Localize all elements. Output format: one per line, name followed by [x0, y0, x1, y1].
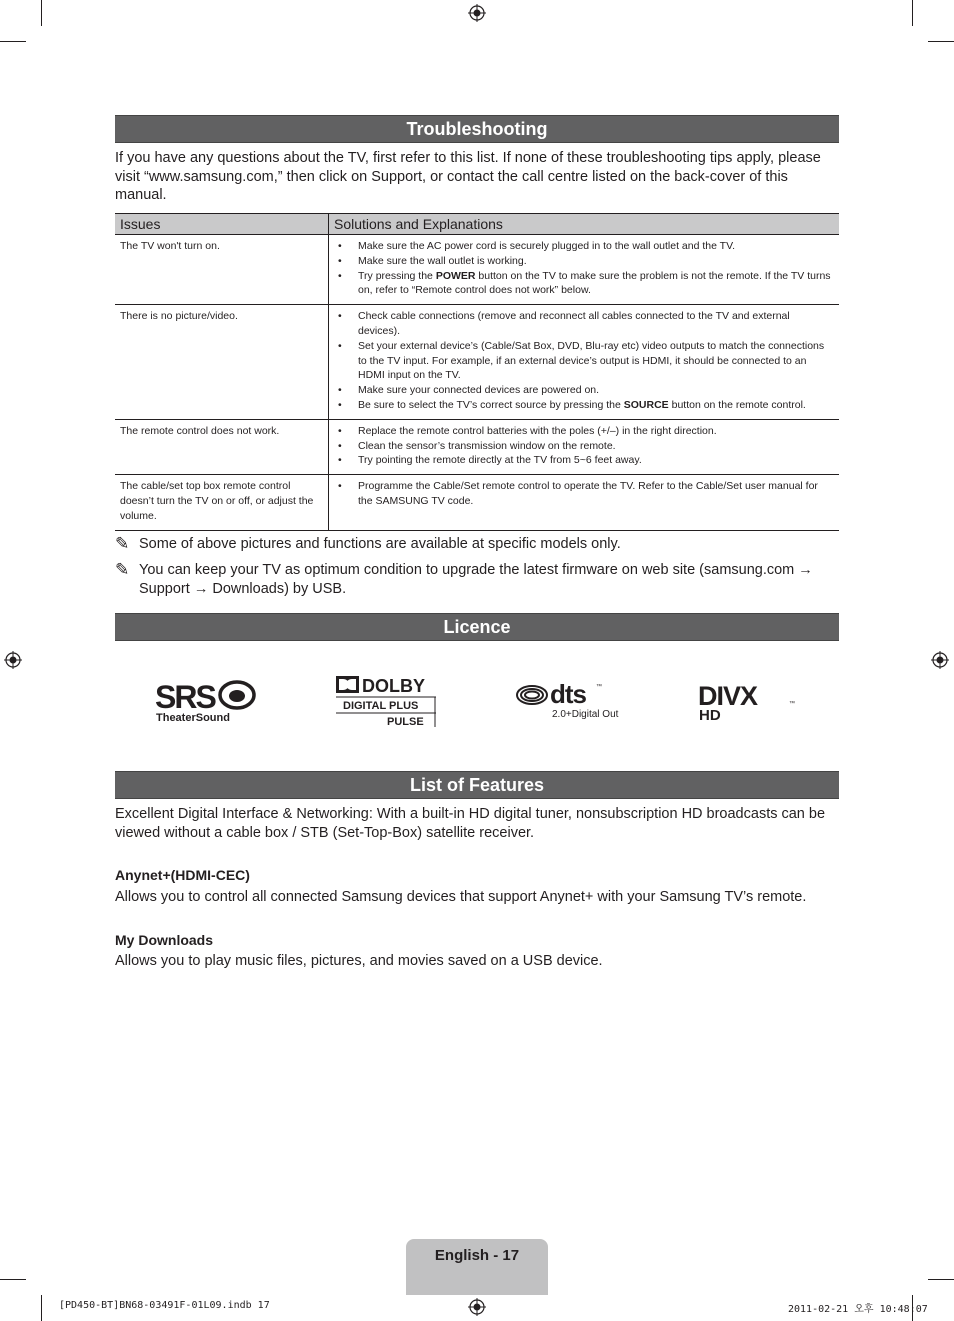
- divx-logo-text: DIVX: [698, 681, 758, 711]
- solution-item: • Check cable connections (remove and reconnect all cables connected to the TV and external devices).: [358, 309, 834, 339]
- solution-cell: [329, 475, 840, 530]
- crop-mark: [0, 41, 26, 42]
- table-row: [115, 235, 839, 305]
- crop-mark: [912, 0, 913, 26]
- note-text: Some of above pictures and functions are available at specific models only.: [139, 536, 621, 552]
- solution-cell: [329, 305, 840, 420]
- divx-logo-sub: HD: [699, 707, 721, 723]
- solution-item: • Make sure the wall outlet is working.: [358, 254, 834, 269]
- note-text: You can keep your TV as optimum condition to upgrade the latest firmware on web site (samsung.com → Support → Downloads) by USB.: [139, 562, 813, 597]
- table-row: [115, 419, 839, 474]
- divx-logo-tm: ™: [789, 701, 795, 707]
- crop-mark: [928, 41, 954, 42]
- troubleshooting-title: Troubleshooting: [115, 115, 839, 143]
- solution-item: • Replace the remote control batteries with the poles (+/–) in the right direction.: [358, 424, 834, 439]
- imprint-timestamp: 2011-02-21 오후 10:48:07: [788, 1304, 928, 1315]
- solution-item: • Set your external device’s (Cable/Sat Box, DVD, Blu-ray etc) video outputs to match the connections to the TV input. For example, if an external device’s output is HDMI, it should be connected to an HDMI input on the TV.: [358, 339, 834, 383]
- licence-title: Licence: [115, 613, 839, 641]
- solution-item: • Try pointing the remote directly at the TV from 5~6 feet away.: [358, 453, 834, 468]
- solution-item: • Make sure the AC power cord is securely plugged in to the wall outlet and the TV.: [358, 239, 834, 254]
- feature-heading-my-downloads: My Downloads: [115, 932, 214, 948]
- solution-cell: [329, 235, 840, 305]
- feature-text-anynet: Allows you to control all connected Samsung devices that support Anynet+ with your Samsung TV’s remote.: [115, 889, 807, 905]
- solution-text: Try pressing the: [358, 269, 436, 282]
- pencil-note-icon: ✎: [115, 534, 130, 553]
- registration-mark-icon: [4, 651, 22, 669]
- pencil-note-icon: ✎: [115, 560, 130, 579]
- page-number-badge: English - 17: [406, 1239, 548, 1295]
- srs-logo-sub: TheaterSound: [156, 712, 230, 724]
- solution-item: • Programme the Cable/Set remote control to operate the TV. Refer to the Cable/Set user manual for the SAMSUNG TV code.: [358, 479, 834, 509]
- solution-item: • Clean the sensor’s transmission window on the remote.: [358, 439, 834, 454]
- solution-item: • Make sure your connected devices are powered on.: [358, 383, 834, 398]
- crop-mark: [41, 1295, 42, 1321]
- feature-text-my-downloads: Allows you to play music files, pictures, and movies saved on a USB device.: [115, 953, 603, 969]
- feature-heading-anynet: Anynet+(HDMI-CEC): [115, 867, 250, 883]
- table-row: [115, 305, 839, 420]
- issue-cell: The cable/set top box remote control doesn’t turn the TV on or off, or adjust the volume.: [115, 475, 329, 530]
- registration-mark-icon: [931, 651, 949, 669]
- solution-cell: [329, 419, 840, 474]
- dts-logo-tm: ™: [596, 684, 602, 690]
- solution-text: button on the remote control.: [668, 398, 806, 411]
- srs-logo-text: SRS: [155, 679, 215, 715]
- solution-list: [334, 424, 834, 468]
- divx-logo-icon: [698, 681, 798, 723]
- crop-mark: [41, 0, 42, 26]
- dolby-logo-line2: PULSE: [387, 716, 424, 728]
- divx-hd-logo: [698, 681, 798, 723]
- table-header-row: [115, 214, 839, 235]
- solution-item: [358, 269, 834, 299]
- dts-digital-out-logo: [516, 680, 620, 722]
- dts-logo-text: dts: [550, 680, 586, 709]
- dolby-logo-text: DOLBY: [362, 676, 425, 696]
- solution-list: [334, 309, 834, 413]
- solution-list: [334, 239, 834, 298]
- troubleshooting-intro: If you have any questions about the TV, first refer to this list. If none of these troubleshooting tips apply, please visit “www.samsung.com,” then click on Support, or contact the call centre listed on the back-cover of this manual.: [115, 150, 821, 203]
- column-header-solutions: Solutions and Explanations: [329, 214, 840, 235]
- troubleshooting-table: [115, 213, 839, 531]
- crop-mark: [0, 1279, 26, 1280]
- note-item: [115, 561, 839, 598]
- issue-cell: The remote control does not work.: [115, 419, 329, 474]
- table-row: [115, 475, 839, 530]
- imprint-filename: [PD450-BT]BN68-03491F-01L09.indb 17: [59, 1300, 270, 1311]
- features-title: List of Features: [115, 771, 839, 799]
- solution-text: button on the TV to make sure the problem is not the remote. If the TV turns on, refer to “Remote control does not work” below.: [358, 269, 831, 297]
- srs-logo-icon: [155, 678, 257, 724]
- issue-cell: There is no picture/video.: [115, 305, 329, 420]
- dolby-digital-plus-pulse-logo: [336, 675, 438, 729]
- solution-item: [358, 398, 834, 413]
- dolby-logo-line1: DIGITAL PLUS: [343, 700, 419, 712]
- dts-logo-icon: [516, 680, 620, 722]
- button-name-text: SOURCE: [623, 398, 669, 411]
- registration-mark-icon: [468, 4, 486, 22]
- note-item: [115, 535, 839, 554]
- solution-list: [334, 479, 834, 509]
- features-intro: Excellent Digital Interface & Networking: With a built-in HD digital tuner, nonsubscription HD broadcasts can be viewed without a cable box / STB (Set-Top-Box) satellite receiver.: [115, 806, 826, 841]
- dolby-logo-icon: [336, 675, 438, 729]
- registration-mark-icon: [468, 1298, 486, 1316]
- button-name-text: POWER: [435, 269, 476, 282]
- issue-cell: The TV won't turn on.: [115, 235, 329, 305]
- crop-mark: [928, 1279, 954, 1280]
- column-header-issues: Issues: [115, 214, 329, 235]
- dts-logo-sub: 2.0+Digital Out: [552, 709, 619, 720]
- solution-text: Be sure to select the TV’s correct source by pressing the: [358, 398, 624, 411]
- srs-theatersound-logo: [155, 678, 257, 724]
